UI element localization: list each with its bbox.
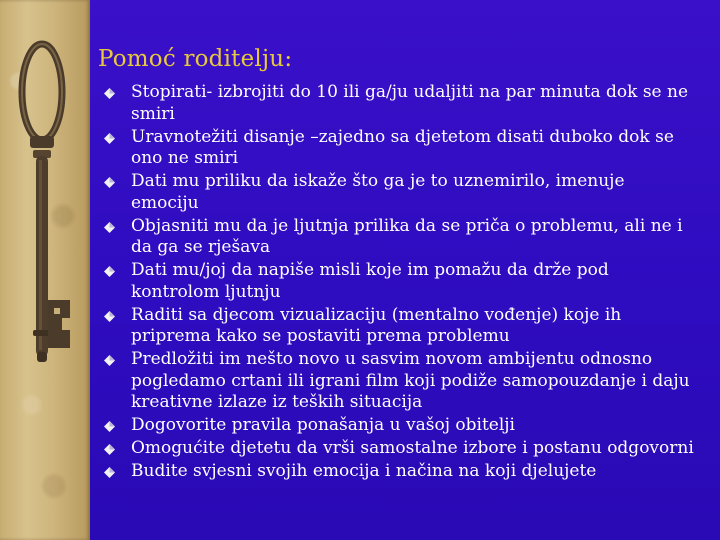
bullet-list — [104, 82, 694, 484]
diamond-bullet-icon — [104, 467, 115, 478]
list-item — [104, 127, 694, 170]
list-item — [104, 216, 694, 259]
antique-key-icon — [0, 0, 90, 540]
bullet-text: Objasniti mu da je ljutnja prilika da se priča o problemu, ali ne i da ga se rješava — [131, 215, 683, 257]
list-item — [104, 305, 694, 348]
diamond-bullet-icon — [104, 421, 115, 432]
list-item — [104, 349, 694, 414]
diamond-bullet-icon — [104, 222, 115, 233]
diamond-bullet-icon — [104, 355, 115, 366]
bullet-text: Dogovorite pravila ponašanja u vašoj obitelji — [131, 415, 515, 435]
list-item — [104, 438, 694, 460]
list-item — [104, 415, 694, 437]
slide-title: Pomoć roditelju: — [98, 46, 293, 72]
diamond-bullet-icon — [104, 311, 115, 322]
diamond-bullet-icon — [104, 266, 115, 277]
bullet-text: Budite svjesni svojih emocija i načina na koji djelujete — [131, 461, 597, 481]
bullet-text: Dati mu priliku da iskaže što ga je to uznemirilo, imenuje emociju — [131, 171, 625, 213]
bullet-text: Predložiti im nešto novo u sasvim novom ambijentu odnosno pogledamo crtani ili igrani film koji podiže samopouzdanje i daju kreativne izlaze iz teških situacija — [131, 349, 690, 412]
list-item — [104, 461, 694, 483]
diamond-bullet-icon — [104, 133, 115, 144]
diamond-bullet-icon — [104, 88, 115, 99]
bullet-text: Stopirati- izbrojiti do 10 ili ga/ju udaljiti na par minuta dok se ne smiri — [131, 82, 689, 124]
list-item — [104, 260, 694, 303]
diamond-bullet-icon — [104, 177, 115, 188]
decorative-side-panel — [0, 0, 90, 540]
diamond-bullet-icon — [104, 444, 115, 455]
bullet-text: Dati mu/joj da napiše misli koje im pomažu da drže pod kontrolom ljutnju — [131, 260, 609, 302]
list-item — [104, 171, 694, 214]
list-item — [104, 82, 694, 125]
bullet-text: Omogućite djetetu da vrši samostalne izbore i postanu odgovorni — [131, 438, 694, 458]
bullet-text: Uravnotežiti disanje –zajedno sa djetetom disati duboko dok se ono ne smiri — [131, 126, 674, 168]
bullet-text: Raditi sa djecom vizualizaciju (mentalno vođenje) koje ih priprema kako se postaviti prema problemu — [131, 304, 622, 346]
